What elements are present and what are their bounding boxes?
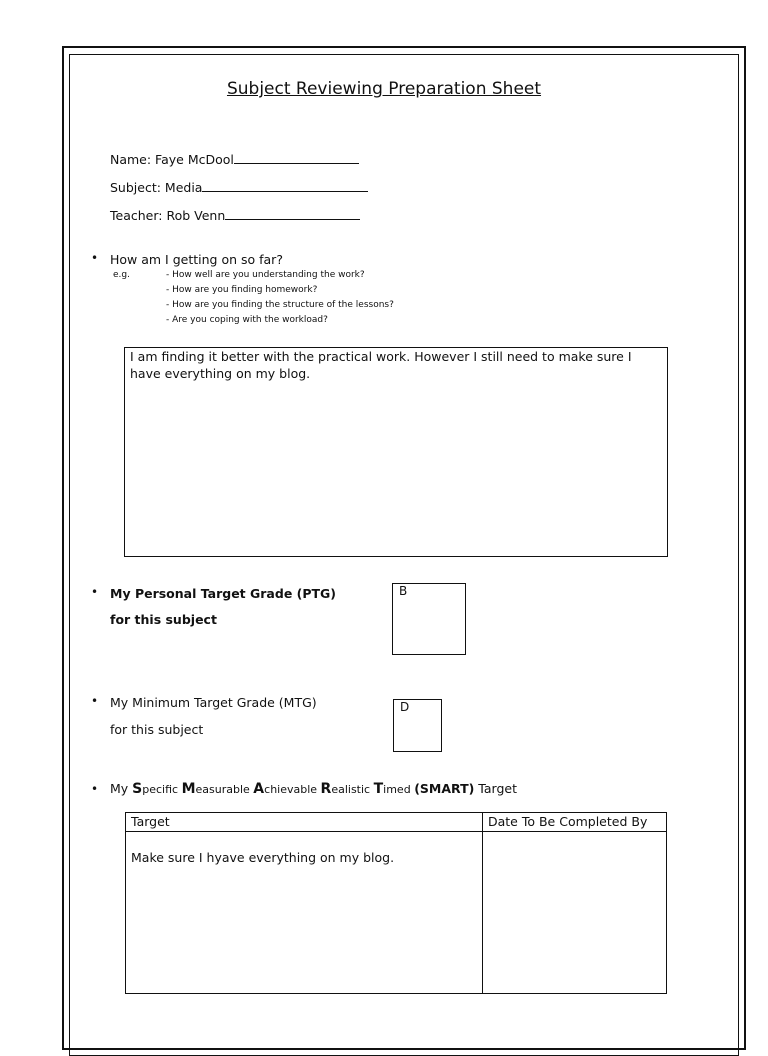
smart-suffix: Target xyxy=(474,781,517,796)
prompt-item: - How are you finding homework? xyxy=(166,285,318,295)
smart-word-timed: imed xyxy=(383,783,415,796)
ptg-label-sub: for this subject xyxy=(110,612,217,627)
name-label: Name: Faye McDool xyxy=(110,152,234,167)
ptg-label: My Personal Target Grade (PTG) xyxy=(110,586,337,601)
teacher-underline xyxy=(225,207,360,220)
mtg-grade-box[interactable] xyxy=(393,699,442,752)
target-cell[interactable]: Make sure I hyave everything on my blog. xyxy=(126,832,483,994)
smart-initial-m: M xyxy=(181,781,196,797)
eg-label: e.g. xyxy=(113,270,130,280)
bullet-icon: • xyxy=(91,782,99,796)
smart-target-table xyxy=(125,812,667,994)
ptg-grade-value: B xyxy=(399,584,408,598)
page-title: Subject Reviewing Preparation Sheet xyxy=(226,79,542,99)
subject-field xyxy=(110,179,368,195)
mtg-label: My Minimum Target Grade (MTG) xyxy=(110,695,317,710)
smart-initial-a: A xyxy=(253,781,265,797)
table-header-row xyxy=(126,813,667,832)
ptg-grade-box[interactable] xyxy=(392,583,466,655)
smart-word-realistic: ealistic xyxy=(331,783,374,796)
smart-heading xyxy=(110,781,517,797)
col-date-header: Date To Be Completed By xyxy=(483,813,667,832)
smart-word-achievable: chievable xyxy=(264,783,321,796)
name-field xyxy=(110,151,359,167)
date-cell[interactable] xyxy=(483,832,667,994)
bullet-icon: • xyxy=(91,585,99,599)
prompt-item: - How are you finding the structure of the lessons? xyxy=(166,300,394,310)
bullet-icon: • xyxy=(91,694,99,708)
smart-initial-t: T xyxy=(373,781,384,797)
smart-initial-s: S xyxy=(132,781,143,797)
smart-word-specific: pecific xyxy=(142,783,182,796)
smart-acronym: (SMART) xyxy=(414,781,475,796)
table-row xyxy=(126,832,667,994)
mtg-grade-value: D xyxy=(400,700,410,714)
prompt-item: - Are you coping with the workload? xyxy=(166,315,328,325)
teacher-field xyxy=(110,207,360,223)
col-target-header: Target xyxy=(126,813,483,832)
subject-label: Subject: Media xyxy=(110,180,203,195)
progress-answer-text: I am finding it better with the practical work. However I still need to make sure I have everything on my blog. xyxy=(130,349,632,381)
smart-word-measurable: easurable xyxy=(195,783,254,796)
name-underline xyxy=(234,151,359,164)
subject-underline xyxy=(202,179,368,192)
smart-prefix: My xyxy=(110,781,133,796)
prompt-item: - How well are you understanding the work? xyxy=(166,270,365,280)
progress-question: How am I getting on so far? xyxy=(110,252,283,267)
progress-answer-box[interactable] xyxy=(124,347,668,557)
teacher-label: Teacher: Rob Venn xyxy=(110,208,226,223)
bullet-icon: • xyxy=(91,251,99,265)
smart-initial-r: R xyxy=(320,781,332,797)
mtg-label-sub: for this subject xyxy=(110,722,204,737)
